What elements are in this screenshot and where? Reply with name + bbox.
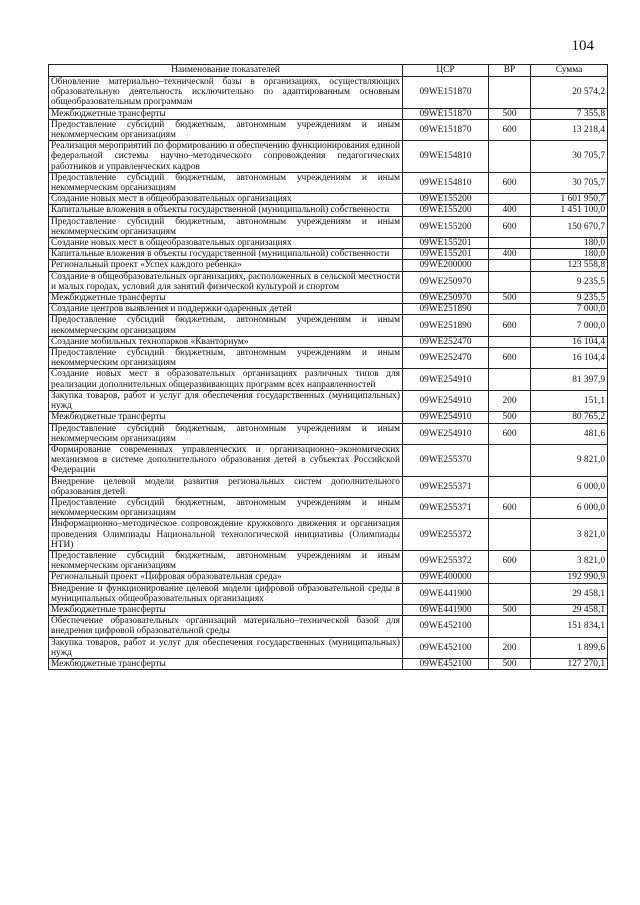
header-csr: ЦСР	[403, 65, 489, 77]
row-name-cell: Предоставление субсидий бюджетным, автономным учреждениям и иным некоммерческим организациям	[49, 315, 403, 336]
row-csr-cell: 09WE155200	[403, 216, 489, 237]
table-row	[49, 616, 608, 637]
table-row	[49, 497, 608, 518]
header-vr: ВР	[489, 65, 531, 77]
row-vr-cell	[489, 77, 531, 109]
row-name-cell: Межбюджетные трансферты	[49, 293, 403, 304]
row-csr-cell: 09WE151870	[403, 119, 489, 140]
row-vr-cell: 600	[489, 348, 531, 369]
row-name-cell: Региональный проект «Успех каждого ребенка»	[49, 260, 403, 271]
table-row	[49, 423, 608, 444]
budget-table	[48, 64, 608, 670]
row-name-cell: Межбюджетные трансферты	[49, 412, 403, 423]
row-vr-cell	[489, 194, 531, 205]
row-csr-cell: 09WE251890	[403, 304, 489, 315]
row-sum-cell: 127 270,1	[531, 658, 608, 669]
row-name-cell: Создание новых мест в общеобразовательных организациях	[49, 238, 403, 249]
row-vr-cell	[489, 583, 531, 604]
row-vr-cell: 600	[489, 216, 531, 237]
row-sum-cell: 3 821,0	[531, 550, 608, 571]
table-row	[49, 271, 608, 292]
row-vr-cell: 500	[489, 604, 531, 615]
table-row	[49, 604, 608, 615]
table-row	[49, 249, 608, 260]
table-row	[49, 216, 608, 237]
row-name-cell: Закупка товаров, работ и услуг для обеспечения государственных (муниципальных) нужд	[49, 390, 403, 411]
row-name-cell: Создание центров выявления и поддержки одаренных детей	[49, 304, 403, 315]
row-csr-cell: 09WE254910	[403, 412, 489, 423]
table-row	[49, 583, 608, 604]
table-row	[49, 637, 608, 658]
row-sum-cell: 3 821,0	[531, 519, 608, 551]
row-sum-cell: 81 397,9	[531, 369, 608, 390]
row-vr-cell: 600	[489, 497, 531, 518]
row-sum-cell: 7 355,8	[531, 108, 608, 119]
row-name-cell: Региональный проект «Цифровая образовательная среда»	[49, 572, 403, 583]
row-vr-cell: 600	[489, 172, 531, 193]
row-sum-cell: 80 765,2	[531, 412, 608, 423]
row-csr-cell: 09WE452100	[403, 658, 489, 669]
row-name-cell: Формирование современных управленческих и организационно–экономических механизмов в системе дополнительного образования детей в субъектах Российской Федерации	[49, 444, 403, 476]
row-sum-cell: 151,1	[531, 390, 608, 411]
row-name-cell: Информационно–методическое сопровождение кружкового движения и организация проведения Олимпиады Национальной технологической инициативы (Олимпиады НТИ)	[49, 519, 403, 551]
row-csr-cell: 09WE155201	[403, 238, 489, 249]
row-name-cell: Предоставление субсидий бюджетным, автономным учреждениям и иным некоммерческим организациям	[49, 119, 403, 140]
table-row	[49, 172, 608, 193]
row-csr-cell: 09WE255371	[403, 497, 489, 518]
row-vr-cell: 500	[489, 412, 531, 423]
row-name-cell: Предоставление субсидий бюджетным, автономным учреждениям и иным некоммерческим организациям	[49, 172, 403, 193]
row-sum-cell: 30 705,7	[531, 141, 608, 173]
table-row	[49, 348, 608, 369]
row-sum-cell: 7 000,0	[531, 304, 608, 315]
row-vr-cell	[489, 572, 531, 583]
table-row	[49, 519, 608, 551]
table-row	[49, 205, 608, 216]
row-csr-cell: 09WE255372	[403, 550, 489, 571]
header-sum: Сумма	[531, 65, 608, 77]
table-row	[49, 119, 608, 140]
row-vr-cell	[489, 444, 531, 476]
row-sum-cell: 20 574,2	[531, 77, 608, 109]
row-name-cell: Создание в общеобразовательных организациях, расположенных в сельской местности и малых городах, условий для занятий физической культурой и спортом	[49, 271, 403, 292]
row-vr-cell	[489, 238, 531, 249]
table-row	[49, 141, 608, 173]
row-sum-cell: 9 235,5	[531, 271, 608, 292]
table-row	[49, 572, 608, 583]
row-csr-cell: 09WE254910	[403, 369, 489, 390]
row-vr-cell	[489, 336, 531, 347]
row-sum-cell: 16 104,4	[531, 336, 608, 347]
row-name-cell: Межбюджетные трансферты	[49, 604, 403, 615]
row-csr-cell: 09WE254910	[403, 390, 489, 411]
row-csr-cell: 09WE151870	[403, 108, 489, 119]
row-csr-cell: 09WE155201	[403, 249, 489, 260]
row-sum-cell: 16 104,4	[531, 348, 608, 369]
row-sum-cell: 13 218,4	[531, 119, 608, 140]
row-csr-cell: 09WE441900	[403, 604, 489, 615]
row-name-cell: Капитальные вложения в объекты государственной (муниципальной) собственности	[49, 249, 403, 260]
row-vr-cell	[489, 616, 531, 637]
row-sum-cell: 9 235,5	[531, 293, 608, 304]
row-csr-cell: 09WE400000	[403, 572, 489, 583]
row-name-cell: Закупка товаров, работ и услуг для обеспечения государственных (муниципальных) нужд	[49, 637, 403, 658]
row-name-cell: Создание новых мест в образовательных организациях различных типов для реализации дополнительных общеразвивающих программ всех направленностей	[49, 369, 403, 390]
row-csr-cell: 09WE255370	[403, 444, 489, 476]
row-csr-cell: 09WE252470	[403, 348, 489, 369]
row-vr-cell	[489, 476, 531, 497]
row-sum-cell: 150 670,7	[531, 216, 608, 237]
row-name-cell: Создание мобильных технопарков «Кванториум»	[49, 336, 403, 347]
table-row	[49, 108, 608, 119]
row-name-cell: Создание новых мест в общеобразовательных организациях	[49, 194, 403, 205]
table-row	[49, 315, 608, 336]
table-row	[49, 369, 608, 390]
row-csr-cell: 09WE254910	[403, 423, 489, 444]
table-row	[49, 304, 608, 315]
row-csr-cell: 09WE252470	[403, 336, 489, 347]
row-csr-cell: 09WE452100	[403, 637, 489, 658]
row-name-cell: Предоставление субсидий бюджетным, автономным учреждениям и иным некоммерческим организациям	[49, 423, 403, 444]
row-csr-cell: 09WE250970	[403, 293, 489, 304]
row-name-cell: Внедрение и функционирование целевой модели цифровой образовательной среды в муниципальных общеобразовательных организациях	[49, 583, 403, 604]
row-vr-cell	[489, 271, 531, 292]
row-sum-cell: 123 558,8	[531, 260, 608, 271]
row-name-cell: Предоставление субсидий бюджетным, автономным учреждениям и иным некоммерческим организациям	[49, 216, 403, 237]
row-name-cell: Реализация мероприятий по формированию и обеспечению функционирования единой федеральной системы научно–методического сопровождения педагогических работников и управленческих кадров	[49, 141, 403, 173]
table-row	[49, 336, 608, 347]
table-row	[49, 412, 608, 423]
row-sum-cell: 192 990,9	[531, 572, 608, 583]
row-sum-cell: 29 458,1	[531, 604, 608, 615]
header-name: Наименование показателей	[49, 65, 403, 77]
row-name-cell: Межбюджетные трансферты	[49, 658, 403, 669]
row-vr-cell	[489, 141, 531, 173]
row-name-cell: Внедрение целевой модели развития региональных систем дополнительного образования детей	[49, 476, 403, 497]
row-csr-cell: 09WE452100	[403, 616, 489, 637]
row-sum-cell: 151 834,1	[531, 616, 608, 637]
table-row	[49, 550, 608, 571]
table-body	[49, 77, 608, 670]
table-row	[49, 260, 608, 271]
row-csr-cell: 09WE200000	[403, 260, 489, 271]
row-vr-cell	[489, 369, 531, 390]
row-vr-cell: 500	[489, 108, 531, 119]
row-vr-cell: 600	[489, 315, 531, 336]
table-row	[49, 238, 608, 249]
row-vr-cell: 600	[489, 423, 531, 444]
table-row	[49, 194, 608, 205]
row-vr-cell: 200	[489, 637, 531, 658]
row-csr-cell: 09WE441900	[403, 583, 489, 604]
table-row	[49, 77, 608, 109]
row-sum-cell: 1 601 950,7	[531, 194, 608, 205]
table-row	[49, 293, 608, 304]
row-vr-cell	[489, 260, 531, 271]
row-sum-cell: 1 899,6	[531, 637, 608, 658]
row-sum-cell: 1 451 100,0	[531, 205, 608, 216]
row-sum-cell: 29 458,1	[531, 583, 608, 604]
row-sum-cell: 7 000,0	[531, 315, 608, 336]
table-row	[49, 390, 608, 411]
row-csr-cell: 09WE155200	[403, 194, 489, 205]
row-csr-cell: 09WE255372	[403, 519, 489, 551]
row-sum-cell: 6 000,0	[531, 497, 608, 518]
table-row	[49, 476, 608, 497]
table-header-row	[49, 65, 608, 77]
row-sum-cell: 6 000,0	[531, 476, 608, 497]
row-sum-cell: 9 821,0	[531, 444, 608, 476]
table-row	[49, 658, 608, 669]
row-csr-cell: 09WE155200	[403, 205, 489, 216]
page-number: 104	[571, 38, 594, 54]
row-sum-cell: 30 705,7	[531, 172, 608, 193]
row-name-cell: Предоставление субсидий бюджетным, автономным учреждениям и иным некоммерческим организациям	[49, 348, 403, 369]
row-name-cell: Предоставление субсидий бюджетным, автономным учреждениям и иным некоммерческим организациям	[49, 550, 403, 571]
row-name-cell: Обеспечение образовательных организаций материально–технической базой для внедрения цифровой образовательной среды	[49, 616, 403, 637]
row-sum-cell: 180,0	[531, 249, 608, 260]
row-csr-cell: 09WE251890	[403, 315, 489, 336]
row-name-cell: Обновление материально–технической базы в организациях, осуществляющих образовательную деятельность исключительно по адаптированным основным общеобразовательным программам	[49, 77, 403, 109]
row-csr-cell: 09WE151870	[403, 77, 489, 109]
row-vr-cell	[489, 304, 531, 315]
row-name-cell: Капитальные вложения в объекты государственной (муниципальной) собственности	[49, 205, 403, 216]
row-vr-cell: 600	[489, 550, 531, 571]
row-name-cell: Предоставление субсидий бюджетным, автономным учреждениям и иным некоммерческим организациям	[49, 497, 403, 518]
row-csr-cell: 09WE250970	[403, 271, 489, 292]
row-csr-cell: 09WE255371	[403, 476, 489, 497]
row-vr-cell: 500	[489, 293, 531, 304]
row-csr-cell: 09WE154810	[403, 172, 489, 193]
row-vr-cell: 600	[489, 119, 531, 140]
row-vr-cell: 200	[489, 390, 531, 411]
row-vr-cell: 400	[489, 249, 531, 260]
table-row	[49, 444, 608, 476]
row-name-cell: Межбюджетные трансферты	[49, 108, 403, 119]
row-vr-cell: 500	[489, 658, 531, 669]
row-vr-cell: 400	[489, 205, 531, 216]
row-csr-cell: 09WE154810	[403, 141, 489, 173]
row-vr-cell	[489, 519, 531, 551]
row-sum-cell: 481,6	[531, 423, 608, 444]
row-sum-cell: 180,0	[531, 238, 608, 249]
